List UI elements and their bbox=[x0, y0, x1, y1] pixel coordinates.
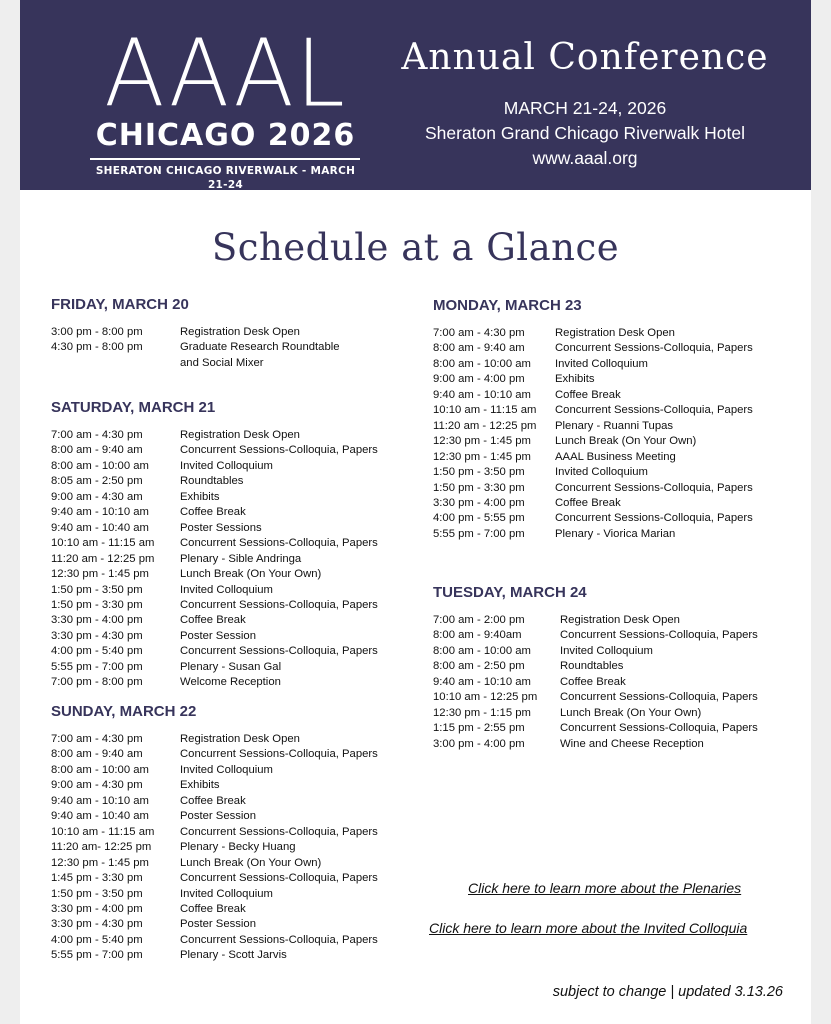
schedule-row bbox=[51, 474, 378, 489]
session-event: Poster Session bbox=[180, 918, 256, 931]
session-event: Coffee Break bbox=[180, 902, 246, 915]
session-event: Coffee Break bbox=[560, 675, 626, 688]
session-event: Invited Colloquium bbox=[560, 644, 653, 657]
conference-website[interactable]: www.aaal.org bbox=[532, 148, 638, 168]
day-heading: SATURDAY, MARCH 21 bbox=[51, 399, 216, 416]
session-event: Registration Desk Open bbox=[560, 614, 680, 626]
session-time: 9:40 am - 10:10 am bbox=[433, 675, 531, 688]
schedule-row bbox=[51, 428, 378, 443]
schedule-row bbox=[433, 450, 753, 465]
schedule-row bbox=[51, 763, 378, 778]
schedule-row bbox=[433, 372, 753, 387]
session-time: 11:20 am- 12:25 pm bbox=[51, 841, 152, 854]
logo-divider bbox=[90, 158, 360, 160]
invited-colloquia-link[interactable]: Click here to learn more about the Invited Colloquia bbox=[429, 920, 748, 936]
schedule-row bbox=[433, 613, 758, 628]
schedule-row bbox=[433, 737, 758, 752]
session-event: Concurrent Sessions-Colloquia, Papers bbox=[555, 342, 753, 355]
session-time: 1:50 pm - 3:30 pm bbox=[433, 481, 525, 494]
session-time: 8:00 am - 10:00 am bbox=[51, 763, 149, 776]
session-event: AAAL Business Meeting bbox=[555, 450, 676, 463]
session-event: Plenary - Ruanni Tupas bbox=[555, 419, 674, 432]
session-time: 4:00 pm - 5:55 pm bbox=[433, 512, 525, 525]
schedule-row bbox=[51, 825, 378, 840]
session-time: 9:40 am - 10:10 am bbox=[51, 794, 149, 807]
session-time: 8:00 am - 2:50 pm bbox=[433, 660, 525, 673]
session-time: 5:55 pm - 7:00 pm bbox=[51, 660, 143, 673]
session-event: Coffee Break bbox=[555, 388, 621, 401]
session-time: 7:00 am - 4:30 pm bbox=[51, 429, 143, 441]
schedule-row bbox=[51, 809, 378, 824]
session-time: 4:30 pm - 8:00 pm bbox=[51, 341, 143, 354]
schedule-row bbox=[51, 948, 378, 963]
session-time: 5:55 pm - 7:00 pm bbox=[433, 527, 525, 540]
session-time: 12:30 pm - 1:45 pm bbox=[433, 450, 531, 463]
session-event: Concurrent Sessions-Colloquia, Papers bbox=[180, 645, 378, 658]
schedule-row bbox=[51, 505, 378, 520]
session-time: 8:00 am - 10:00 am bbox=[51, 459, 149, 472]
session-event: Plenary - Scott Jarvis bbox=[180, 949, 287, 962]
schedule-row bbox=[51, 629, 378, 644]
schedule-row bbox=[51, 871, 378, 886]
session-time: 7:00 am - 2:00 pm bbox=[433, 614, 525, 626]
session-time: 1:50 pm - 3:50 pm bbox=[51, 583, 143, 596]
schedule-row bbox=[433, 419, 753, 434]
session-event: Concurrent Sessions-Colloquia, Papers bbox=[180, 748, 378, 761]
day-friday bbox=[51, 296, 340, 371]
session-event: Invited Colloquium bbox=[555, 466, 648, 479]
session-time: 12:30 pm - 1:45 pm bbox=[433, 435, 531, 448]
schedule-row bbox=[433, 403, 753, 418]
session-event: Poster Session bbox=[180, 810, 256, 823]
schedule-row bbox=[51, 887, 378, 902]
schedule-row bbox=[433, 465, 753, 480]
schedule-row bbox=[51, 902, 378, 917]
session-time: 3:30 pm - 4:00 pm bbox=[51, 614, 143, 627]
schedule-row bbox=[433, 721, 758, 736]
session-time: 9:00 am - 4:30 pm bbox=[51, 779, 143, 792]
session-time: 12:30 pm - 1:45 pm bbox=[51, 856, 149, 869]
schedule-row bbox=[433, 628, 758, 643]
session-event: Lunch Break (On Your Own) bbox=[180, 568, 322, 581]
session-time: 7:00 am - 4:30 pm bbox=[51, 733, 143, 745]
session-time: 11:20 am - 12:25 pm bbox=[51, 552, 155, 565]
schedule-row bbox=[51, 933, 378, 948]
session-time: 8:00 am - 9:40 am bbox=[433, 342, 525, 355]
session-event: Concurrent Sessions-Colloquia, Papers bbox=[180, 872, 378, 885]
session-event: Plenary - Sible Andringa bbox=[180, 552, 302, 565]
session-event: Registration Desk Open bbox=[555, 327, 675, 339]
schedule-row bbox=[51, 747, 378, 762]
session-event: Roundtables bbox=[180, 475, 244, 488]
logo-city-text: CHICAGO 2026 bbox=[95, 118, 356, 153]
session-time: 3:30 pm - 4:00 pm bbox=[51, 902, 143, 915]
session-time: 1:15 pm - 2:55 pm bbox=[433, 722, 525, 735]
schedule-row bbox=[433, 481, 753, 496]
session-time: 8:00 am - 10:00 am bbox=[433, 357, 531, 370]
schedule-row bbox=[51, 443, 378, 458]
session-time: 5:55 pm - 7:00 pm bbox=[51, 949, 143, 962]
session-event: Plenary - Becky Huang bbox=[180, 841, 296, 854]
schedule-row bbox=[433, 527, 753, 542]
day-saturday bbox=[51, 399, 378, 691]
session-event: Concurrent Sessions-Colloquia, Papers bbox=[555, 404, 753, 417]
schedule-row bbox=[51, 325, 340, 340]
session-time: 8:00 am - 9:40 am bbox=[51, 444, 143, 457]
session-event: Concurrent Sessions-Colloquia, Papers bbox=[180, 444, 378, 457]
session-event: Graduate Research Roundtable bbox=[180, 341, 340, 354]
session-time: 3:00 pm - 4:00 pm bbox=[433, 737, 525, 750]
session-time: 4:00 pm - 5:40 pm bbox=[51, 645, 143, 658]
schedule-row bbox=[433, 659, 758, 674]
schedule-row bbox=[51, 567, 378, 582]
day-heading: SUNDAY, MARCH 22 bbox=[51, 703, 197, 720]
session-event: Concurrent Sessions-Colloquia, Papers bbox=[560, 691, 758, 704]
session-event: Invited Colloquium bbox=[180, 459, 273, 472]
session-time: 12:30 pm - 1:15 pm bbox=[433, 706, 531, 719]
session-event: Concurrent Sessions-Colloquia, Papers bbox=[180, 598, 378, 611]
schedule-row bbox=[51, 340, 340, 355]
session-time: 8:05 am - 2:50 pm bbox=[51, 475, 143, 488]
conference-dates: MARCH 21-24, 2026 bbox=[503, 98, 667, 118]
session-time: 8:00 am - 10:00 am bbox=[433, 644, 531, 657]
session-event: Lunch Break (On Your Own) bbox=[560, 706, 702, 719]
conference-logo bbox=[88, 19, 363, 191]
session-time: 10:10 am - 12:25 pm bbox=[433, 691, 538, 704]
schedule-row bbox=[51, 778, 378, 793]
conference-title: Annual Conference bbox=[401, 37, 769, 78]
schedule-row bbox=[51, 490, 378, 505]
session-event: Coffee Break bbox=[555, 496, 621, 509]
session-event: Coffee Break bbox=[180, 614, 246, 627]
schedule-page bbox=[20, 0, 811, 1024]
session-event: Wine and Cheese Reception bbox=[560, 737, 704, 750]
schedule-row bbox=[433, 690, 758, 705]
session-time: 9:40 am - 10:40 am bbox=[51, 810, 149, 823]
schedule-row bbox=[433, 434, 753, 449]
session-event: Invited Colloquium bbox=[180, 763, 273, 776]
session-time: 11:20 am - 12:25 pm bbox=[433, 419, 537, 432]
session-time: 3:30 pm - 4:30 pm bbox=[51, 629, 143, 642]
session-event: Plenary - Viorica Marian bbox=[555, 527, 676, 540]
session-event: Exhibits bbox=[555, 373, 595, 386]
schedule-row bbox=[433, 326, 753, 341]
schedule-row bbox=[51, 675, 378, 690]
update-note: subject to change | updated 3.13.26 bbox=[552, 984, 783, 1000]
day-monday bbox=[433, 297, 753, 542]
schedule-row bbox=[51, 552, 378, 567]
session-time: 1:45 pm - 3:30 pm bbox=[51, 872, 143, 885]
schedule-row bbox=[51, 917, 378, 932]
schedule-row bbox=[433, 675, 758, 690]
session-event: Concurrent Sessions-Colloquia, Papers bbox=[180, 537, 378, 550]
session-time: 3:30 pm - 4:30 pm bbox=[51, 918, 143, 931]
session-time: 10:10 am - 11:15 am bbox=[51, 825, 155, 838]
session-event: Welcome Reception bbox=[180, 676, 281, 689]
schedule-row bbox=[433, 511, 753, 526]
session-event: Registration Desk Open bbox=[180, 326, 300, 338]
session-event: Coffee Break bbox=[180, 794, 246, 807]
day-tuesday bbox=[433, 584, 758, 752]
session-event: Exhibits bbox=[180, 779, 220, 792]
session-time: 3:30 pm - 4:00 pm bbox=[433, 496, 525, 509]
session-event: Plenary - Susan Gal bbox=[180, 660, 282, 673]
session-event: Invited Colloquium bbox=[180, 887, 273, 900]
schedule-row bbox=[51, 732, 378, 747]
header-banner bbox=[20, 0, 811, 190]
session-time: 10:10 am - 11:15 am bbox=[433, 404, 537, 417]
session-time: 8:00 am - 9:40 am bbox=[51, 748, 143, 761]
session-event: Concurrent Sessions-Colloquia, Papers bbox=[560, 722, 758, 735]
day-heading: FRIDAY, MARCH 20 bbox=[51, 296, 189, 313]
session-time: 10:10 am - 11:15 am bbox=[51, 537, 155, 550]
session-event: Exhibits bbox=[180, 490, 220, 503]
schedule-row bbox=[51, 840, 378, 855]
session-time: 3:00 pm - 8:00 pm bbox=[51, 326, 143, 338]
session-event: Invited Colloquium bbox=[180, 583, 273, 596]
schedule-row bbox=[51, 521, 378, 536]
schedule-row bbox=[51, 459, 378, 474]
session-event: Concurrent Sessions-Colloquia, Papers bbox=[180, 825, 378, 838]
session-time: 9:40 am - 10:10 am bbox=[433, 388, 531, 401]
session-time: 4:00 pm - 5:40 pm bbox=[51, 933, 143, 946]
logo-aaal-text: AAAL bbox=[104, 19, 347, 128]
logo-subtitle: SHERATON CHICAGO RIVERWALK - MARCH 21-24 bbox=[95, 165, 356, 191]
session-event: Concurrent Sessions-Colloquia, Papers bbox=[180, 933, 378, 946]
page-title: Schedule at a Glance bbox=[211, 226, 620, 269]
session-time: 1:50 pm - 3:30 pm bbox=[51, 598, 143, 611]
schedule-row bbox=[433, 644, 758, 659]
day-heading: TUESDAY, MARCH 24 bbox=[433, 584, 587, 601]
session-time: 12:30 pm - 1:45 pm bbox=[51, 568, 149, 581]
session-time bbox=[51, 356, 180, 371]
schedule-row bbox=[51, 598, 378, 613]
schedule-row bbox=[51, 794, 378, 809]
session-time: 1:50 pm - 3:50 pm bbox=[433, 466, 525, 479]
day-sunday bbox=[51, 703, 378, 964]
session-event: and Social Mixer bbox=[180, 356, 264, 369]
session-event: Concurrent Sessions-Colloquia, Papers bbox=[555, 512, 753, 525]
schedule-row bbox=[433, 388, 753, 403]
session-event: Invited Colloquium bbox=[555, 357, 648, 370]
session-time: 8:00 am - 9:40am bbox=[433, 629, 522, 642]
schedule-row bbox=[51, 613, 378, 628]
session-event: Coffee Break bbox=[180, 506, 246, 519]
schedule-row bbox=[51, 644, 378, 659]
session-event: Roundtables bbox=[560, 660, 624, 673]
session-event: Poster Session bbox=[180, 629, 256, 642]
session-time: 9:00 am - 4:30 am bbox=[51, 490, 143, 503]
schedule-row bbox=[433, 357, 753, 372]
plenaries-link[interactable]: Click here to learn more about the Plenaries bbox=[468, 880, 742, 896]
session-event: Poster Sessions bbox=[180, 521, 262, 534]
session-time: 9:00 am - 4:00 pm bbox=[433, 373, 525, 386]
session-time: 7:00 pm - 8:00 pm bbox=[51, 676, 143, 689]
session-event: Lunch Break (On Your Own) bbox=[555, 435, 697, 448]
session-time: 9:40 am - 10:40 am bbox=[51, 521, 149, 534]
conference-venue: Sheraton Grand Chicago Riverwalk Hotel bbox=[424, 123, 746, 143]
session-time: 7:00 am - 4:30 pm bbox=[433, 327, 525, 339]
session-event: Registration Desk Open bbox=[180, 429, 300, 441]
session-time: 9:40 am - 10:10 am bbox=[51, 506, 149, 519]
schedule-row bbox=[51, 356, 340, 371]
session-event: Concurrent Sessions-Colloquia, Papers bbox=[560, 629, 758, 642]
day-heading: MONDAY, MARCH 23 bbox=[433, 297, 582, 314]
schedule-row bbox=[433, 341, 753, 356]
schedule-row bbox=[433, 496, 753, 511]
schedule-row bbox=[433, 706, 758, 721]
session-event: Lunch Break (On Your Own) bbox=[180, 856, 322, 869]
schedule-row bbox=[51, 856, 378, 871]
schedule-row bbox=[51, 536, 378, 551]
schedule-row bbox=[51, 660, 378, 675]
schedule-row bbox=[51, 583, 378, 598]
session-time: 1:50 pm - 3:50 pm bbox=[51, 887, 143, 900]
session-event: Concurrent Sessions-Colloquia, Papers bbox=[555, 481, 753, 494]
session-event: Registration Desk Open bbox=[180, 733, 300, 745]
